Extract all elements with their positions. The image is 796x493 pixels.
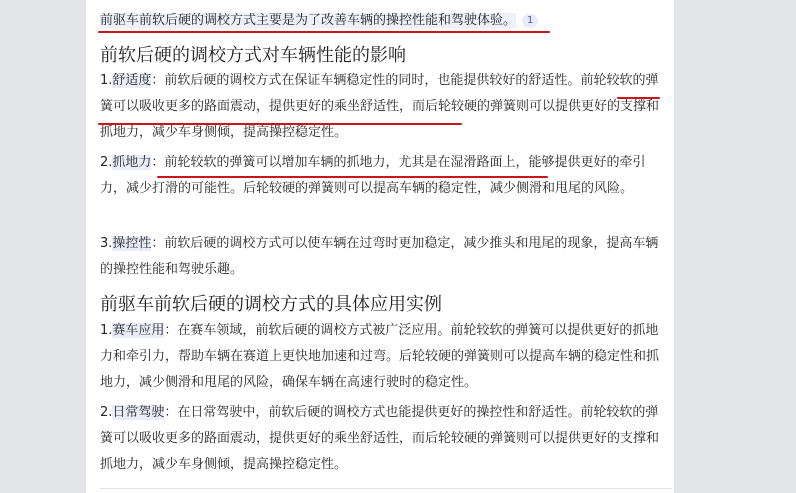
item-emphasis: 前轮较软的弹簧可以吸收更多的路面震动，提供更好的乘坐舒适性: [100, 73, 659, 114]
list-item-racing: [100, 318, 670, 396]
item-term[interactable]: 赛车应用: [112, 323, 165, 338]
item-text: ，能够提供更好的牵引力，减少打滑的可能性。后轮较硬的弹簧则可以提高车辆的稳定性，减少侧滑和甩尾的风险。: [100, 155, 646, 196]
item-term[interactable]: 抓地力: [112, 155, 152, 170]
item-term[interactable]: 舒适度: [112, 73, 152, 88]
summary-sentence: [100, 11, 538, 31]
item-text: ：前软后硬的调校方式可以使车辆在过弯时更加稳定，减少推头和甩尾的现象，提高车辆的操控性能和驾驶乐趣。: [100, 236, 659, 277]
annotation-underline: [98, 31, 550, 33]
list-item-handling: [100, 231, 670, 283]
item-text: ：在赛车领域，前软后硬的调校方式被广泛应用。前轮较软的弹簧可以提供更好的抓地力和牵引力，帮助车辆在赛道上更快地加速和过弯。后轮较硬的弹簧则可以提高车辆的稳定性和抓地力，减少侧滑和甩尾的风险，确保车辆在高速行驶时的稳定性。: [100, 323, 660, 390]
item-text: ：前软后硬的调校方式在保证车辆稳定性的同时，也能提供较好的舒适性。: [151, 73, 581, 88]
item-term[interactable]: 日常驾驶: [112, 405, 165, 420]
section-heading-impact: 前软后硬的调校方式对车辆性能的影响: [100, 45, 406, 66]
item-number: 3.: [100, 236, 113, 251]
divider: [100, 488, 672, 489]
annotation-underline: [617, 97, 660, 99]
item-emphasis: 前轮较软的弹簧可以增加车辆的抓地力，尤其是在湿滑路面上: [164, 155, 516, 170]
list-item-comfort: [100, 68, 670, 146]
section-heading-examples: 前驱车前软后硬的调校方式的具体应用实例: [100, 294, 442, 315]
item-text: ，而后轮较硬的弹簧则可以提供更好的支撑和抓地力，减少车身侧倾，提高操控稳定性。: [100, 99, 660, 140]
item-term[interactable]: 操控性: [112, 236, 152, 251]
item-number: 2.: [100, 405, 113, 420]
citation-badge[interactable]: 1: [522, 14, 538, 28]
annotation-underline: [98, 123, 462, 125]
list-item-daily-driving: [100, 400, 670, 478]
annotation-underline: [157, 176, 548, 178]
summary-text: 前驱车前软后硬的调校方式主要是为了改善车辆的操控性能和驾驶体验。: [100, 13, 517, 28]
item-number: 1.: [100, 323, 113, 338]
item-text: ：在日常驾驶中，前软后硬的调校方式也能提供更好的操控性和舒适性。前轮较软的弹簧可以吸收更多的路面震动，提供更好的乘坐舒适性，而后轮较硬的弹簧则可以提供更好的支撑和抓地力，减少车身侧倾，提高操控稳定性。: [100, 405, 660, 472]
item-number: 1.: [100, 73, 113, 88]
item-text: ：: [151, 155, 165, 170]
item-number: 2.: [100, 155, 113, 170]
